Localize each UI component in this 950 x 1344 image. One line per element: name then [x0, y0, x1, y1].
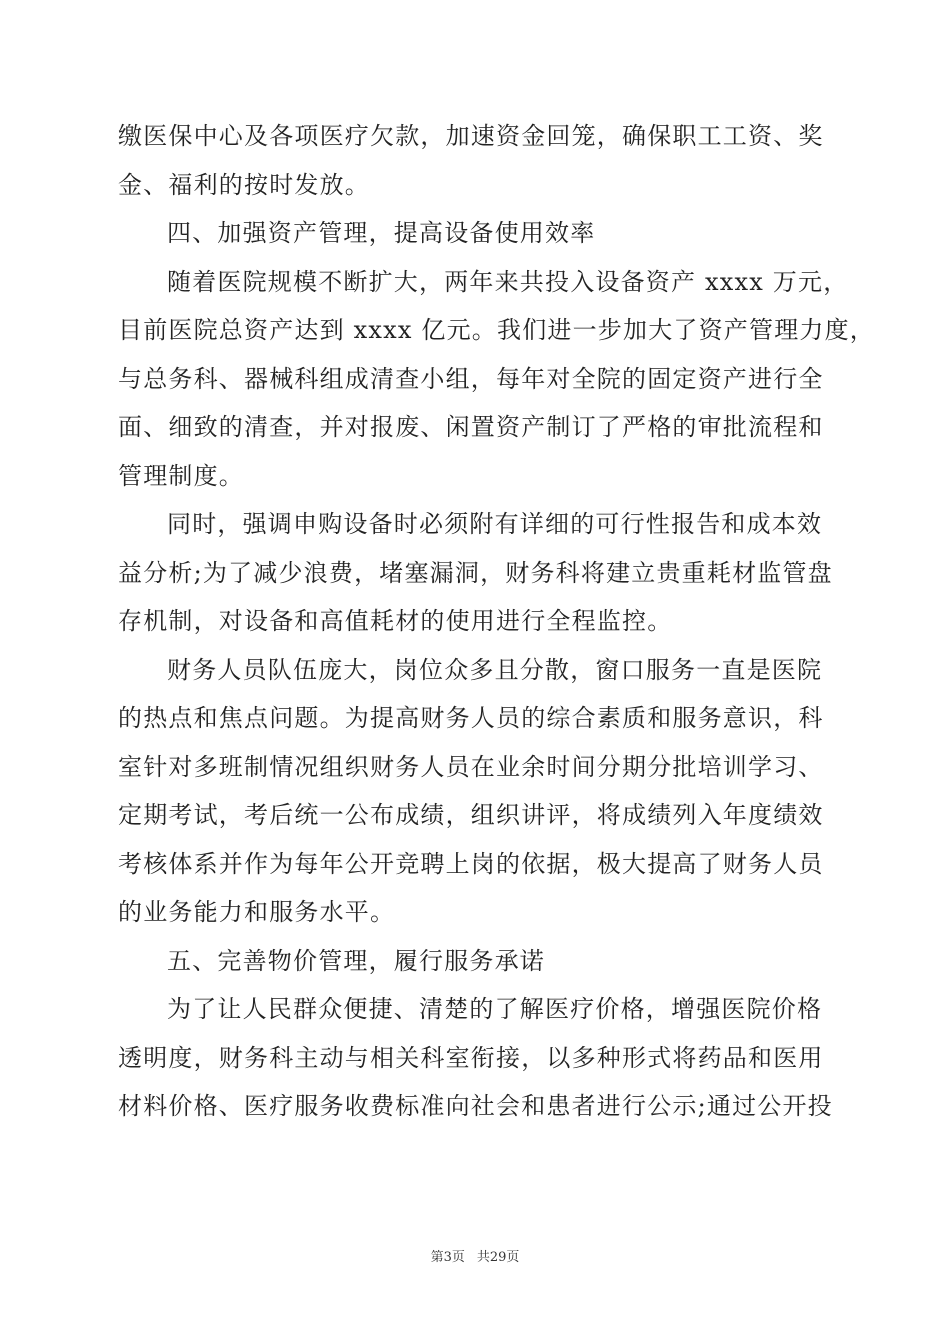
section-heading-4: 四、加强资产管理，提高设备使用效率 [167, 219, 596, 247]
text-line: 为了让人民群众便捷、清楚的了解医疗价格，增强医院价格 [167, 995, 823, 1023]
text-line: 面、细致的清查，并对报废、闲置资产制订了严格的审批流程和 [118, 413, 824, 441]
text-line: 金、福利的按时发放。 [118, 170, 370, 199]
text-line: 透明度，财务科主动与相关科室衔接，以多种形式将药品和医用 [118, 1043, 824, 1072]
text-line: 存机制，对设备和高值耗材的使用进行全程监控。 [118, 607, 673, 635]
page-footer [0, 1246, 950, 1265]
text-line: 的业务能力和服务水平。 [118, 898, 396, 926]
document-body [118, 112, 875, 1131]
text-line: 的热点和焦点问题。为提高财务人员的综合素质和服务意识，科 [118, 704, 824, 732]
page-number: 第3页 [430, 1250, 465, 1265]
text-line: 益分析;为了减少浪费，堵塞漏洞，财务科将建立贵重耗材监管盘 [118, 558, 833, 587]
text-line: 材料价格、医疗服务收费标准向社会和患者进行公示;通过公开投 [118, 1092, 833, 1120]
page-total: 共29页 [476, 1250, 520, 1265]
text-line: 考核体系并作为每年公开竞聘上岗的依据，极大提高了财务人员 [118, 849, 824, 878]
text-line: 管理制度。 [118, 461, 244, 490]
text-line: 定期考试，考后统一公布成绩，组织讲评，将成绩列入年度绩效 [118, 801, 824, 829]
text-line: 目前医院总资产达到 xxxx 亿元。我们进一步加大了资产管理力度， [118, 316, 875, 344]
text-line: 室针对多班制情况组织财务人员在业余时间分期分批培训学习、 [118, 752, 824, 781]
text-line: 缴医保中心及各项医疗欠款，加速资金回笼，确保职工工资、奖 [118, 122, 824, 150]
text-line: 随着医院规模不断扩大，两年来共投入设备资产 xxxx 万元， [167, 267, 849, 296]
text-line: 财务人员队伍庞大，岗位众多且分散，窗口服务一直是医院 [167, 655, 823, 684]
text-line: 与总务科、器械科组成清查小组，每年对全院的固定资产进行全 [118, 364, 824, 393]
text-line: 同时，强调申购设备时必须附有详细的可行性报告和成本效 [167, 510, 823, 538]
section-heading-5: 五、完善物价管理，履行服务承诺 [167, 946, 545, 975]
